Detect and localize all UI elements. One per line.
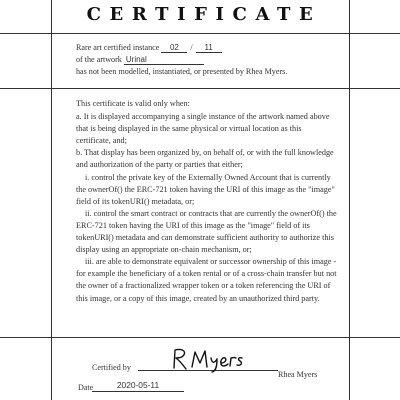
- artwork-name-field: Urinal: [124, 55, 204, 65]
- handwritten-signature: [168, 344, 248, 374]
- instance-total-field: 11: [196, 43, 222, 53]
- statement-row: has not been modelled, instantiated, or presented by Rhea Myers.: [76, 67, 288, 76]
- right-border-line: [349, 0, 350, 400]
- terms-section: [76, 98, 338, 305]
- left-border-line: [51, 0, 52, 400]
- date-label: Date: [78, 383, 94, 392]
- artwork-label: of the artwork: [76, 55, 122, 64]
- certificate-title: CERTIFICATE: [86, 4, 322, 25]
- date-value-field: 2020-05-11: [92, 380, 184, 392]
- divider-line-top: [0, 33, 400, 34]
- instance-label: Rare art certified instance: [76, 43, 160, 52]
- clause-ii: ii. control the smart contract or contracts that are currently the ownerOf() the ERC-721 token having the URI of this image as the "image" field of its tokenURI() metadata and can demonstrate sufficient authority to authorize this display using an appropriate on-chain mechanism, or;: [76, 208, 337, 255]
- certified-by-label: Certified by: [92, 363, 131, 372]
- artwork-row: [76, 54, 287, 66]
- clause-a: a. It is displayed accompanying a single instance of the artwork named above that is being displayed in the same physical or virtual location as this certificate, and;: [76, 112, 330, 146]
- divider-line-middle: [0, 88, 400, 89]
- clause-b: b. That display has been organized by, on behalf of, or with the full knowledge and authorization of the party or parties that either;: [76, 148, 334, 170]
- divider-line-bottom: [0, 337, 400, 338]
- instance-section: [76, 42, 287, 78]
- signer-name: Rhea Myers: [278, 370, 318, 379]
- instance-row: [76, 42, 287, 54]
- clause-i: i. control the private key of the Externally Owned Account that is currently the ownerOf() the ERC-721 token having the URI of this image as the "image" field of its tokenURI() metadata, or;: [76, 172, 335, 206]
- terms-intro: This certificate is valid only when:: [76, 99, 190, 108]
- clause-iii: iii. are able to demonstrate equivalent or successor ownership of this image - for example the beneficiary of a token rental or of a cross-chain transfer but not the owner of a fractionalized wrapper token or a token referencing the URI of this image, or a copy of this image, created by an unauthorized third party.: [76, 257, 337, 303]
- instance-separator: /: [190, 43, 193, 52]
- instance-number-field: 02: [161, 43, 187, 53]
